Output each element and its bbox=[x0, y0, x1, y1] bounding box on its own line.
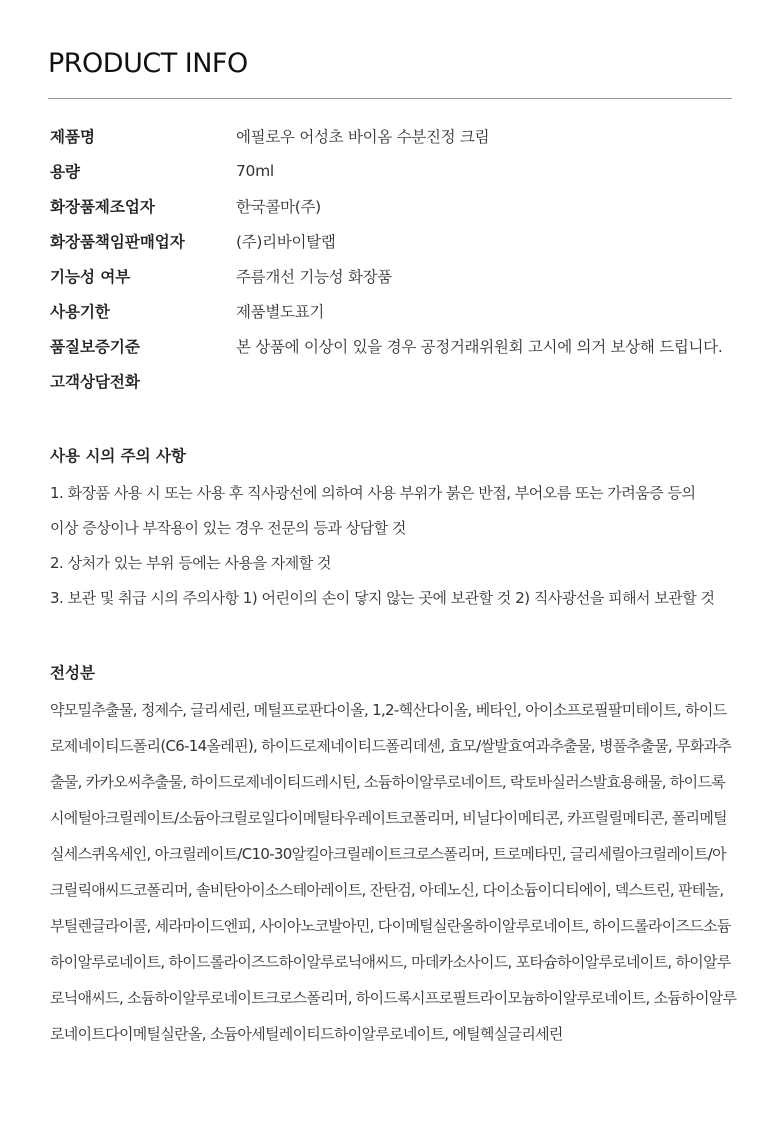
info-row-product-name bbox=[50, 118, 740, 153]
title-divider bbox=[48, 98, 732, 99]
info-label: 기능성 여부 bbox=[50, 267, 131, 286]
info-label: 제품명 bbox=[50, 127, 95, 146]
info-row-quality-guarantee bbox=[50, 328, 740, 363]
caution-line: 2. 상처가 있는 부위 등에는 사용을 자제할 것 bbox=[50, 554, 332, 572]
info-label: 고객상담전화 bbox=[50, 372, 140, 391]
info-row-functionality bbox=[50, 258, 740, 293]
ingredients-heading: 전성분 bbox=[50, 664, 95, 682]
info-label: 사용기한 bbox=[50, 302, 110, 321]
info-value: (주)리바이탈랩 bbox=[236, 232, 336, 251]
info-value: 에필로우 어성초 바이옴 수분진정 크림 bbox=[236, 127, 490, 146]
info-row-distributor bbox=[50, 223, 740, 258]
page-title: PRODUCT INFO bbox=[48, 48, 248, 79]
info-label: 용량 bbox=[50, 162, 80, 181]
info-value: 본 상품에 이상이 있을 경우 공정거래위원회 고시에 의거 보상해 드립니다. bbox=[236, 337, 723, 356]
caution-line: 3. 보관 및 취급 시의 주의사항 1) 어린이의 손이 닿지 않는 곳에 보관할 것 2) 직사광선을 피해서 보관할 것 bbox=[50, 589, 715, 607]
info-label: 품질보증기준 bbox=[50, 337, 140, 356]
caution-line: 1. 화장품 사용 시 또는 사용 후 직사광선에 의하여 사용 부위가 붉은 반점, 부어오름 또는 가려움증 등의 bbox=[50, 484, 696, 502]
caution-line: 이상 증상이나 부작용이 있는 경우 전문의 등과 상담할 것 bbox=[50, 519, 406, 537]
info-value: 제품별도표기 bbox=[236, 302, 325, 321]
info-row-customer-phone bbox=[50, 363, 740, 398]
product-info-table bbox=[50, 118, 740, 398]
info-row-manufacturer bbox=[50, 188, 740, 223]
caution-list bbox=[50, 476, 740, 616]
info-value: 70ml bbox=[236, 161, 274, 180]
ingredients-text: 약모밀추출물, 정제수, 글리세린, 메틸프로판다이올, 1,2-헥산다이올, 베타인, 아이소프로필팔미테이트, 하이드로제네이티드폴리(C6-14올레핀), 하이드로제네이티드폴리데센, 효모/쌀발효여과추출물, 병풀추출물, 무화과추출물, 카카오씨추출물, 하이드로제네이티드레시틴, 소듐하이알루로네이트, 락토바실러스발효용해물, 하이드록시에틸아크릴레이트/소듐아크릴로일다이메틸타우레이트코폴리머, 비닐다이메티콘, 카프릴릴메티콘, 폴리메틸실세스퀴옥세인, 아크릴레이트/C10-30알킬아크릴레이트크로스폴리머, 트로메타민, 글리세릴아크릴레이트/아크릴릭애씨드코폴리머, 솔비탄아이소스테아레이트, 잔탄검, 아데노신, 다이소듐이디티에이, 덱스트린, 판테놀, 부틸렌글라이콜, 세라마이드엔피, 사이아노코발아민, 다이메틸실란올하이알루로네이트, 하이드롤라이즈드소듐하이알루로네이트, 하이드롤라이즈드하이알루로닉애씨드, 마데카소사이드, 포타슘하이알루로네이트, 하이알루로닉애씨드, 소듐하이알루로네이트크로스폴리머, 하이드록시프로필트라이모늄하이알루로네이트, 소듐하이알루로네이트다이메틸실란올, 소듐아세틸레이티드하이알루로네이트, 에틸헥실글리세린 bbox=[50, 701, 737, 1043]
info-value: 주름개선 기능성 화장품 bbox=[236, 267, 392, 286]
caution-heading: 사용 시의 주의 사항 bbox=[50, 447, 186, 465]
info-row-expiry bbox=[50, 293, 740, 328]
info-label: 화장품책임판매업자 bbox=[50, 232, 185, 251]
info-row-volume bbox=[50, 153, 740, 188]
info-value: 한국콜마(주) bbox=[236, 197, 321, 216]
info-label: 화장품제조업자 bbox=[50, 197, 155, 216]
